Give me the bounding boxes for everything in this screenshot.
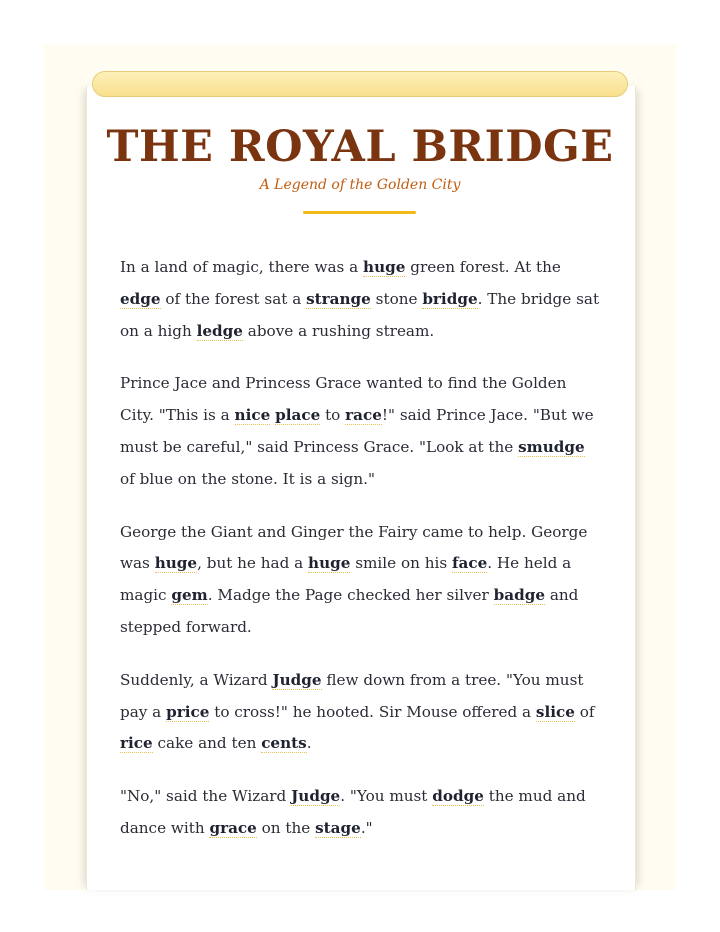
story-text: flew down from a tree. "You must pay a bbox=[120, 670, 584, 721]
vocab-word: badge bbox=[493, 586, 546, 605]
story-paragraph bbox=[120, 517, 602, 644]
story-text: stone bbox=[370, 289, 423, 308]
story-text: !" said Prince Jace. "But we must be careful," said Princess Grace. "Look at the bbox=[120, 406, 594, 456]
vocab-word: stage bbox=[315, 818, 361, 837]
story-text: . He held a magic bbox=[120, 554, 572, 605]
scroll-top-bar bbox=[92, 71, 628, 97]
vocab-word: price bbox=[166, 702, 210, 721]
story-paragraph bbox=[120, 252, 602, 347]
story-text: above a rushing stream. bbox=[242, 321, 435, 340]
story-text: cake and ten bbox=[152, 734, 262, 753]
vocab-word: Judge bbox=[291, 787, 341, 806]
story-text: smile on his bbox=[350, 554, 452, 573]
story-text: Suddenly, a Wizard bbox=[120, 670, 273, 689]
story-body bbox=[120, 252, 602, 866]
story-text: George the Giant and Ginger the Fairy came to help. George was bbox=[120, 522, 588, 573]
vocab-word: Judge bbox=[272, 670, 322, 689]
story-text: . bbox=[306, 734, 312, 753]
story-text: of bbox=[574, 702, 595, 721]
story-title: THE ROYAL BRIDGE bbox=[106, 122, 614, 172]
vocab-word: cents bbox=[261, 734, 307, 753]
vocab-word: rice bbox=[120, 734, 153, 753]
vocab-word: slice bbox=[535, 702, 575, 721]
vocab-word: huge bbox=[154, 554, 198, 573]
story-text: of the forest sat a bbox=[160, 289, 307, 308]
vocab-word: smudge bbox=[518, 437, 585, 456]
vocab-word: huge bbox=[308, 554, 351, 573]
story-text: green forest. At the bbox=[405, 258, 561, 276]
vocab-word: place bbox=[275, 406, 321, 425]
story-text: to cross!" he hooted. Sir Mouse offered a bbox=[209, 702, 536, 721]
story-paragraph bbox=[120, 665, 602, 760]
story-text: Prince Jace and Princess Grace wanted to find the Golden City. "This is a bbox=[120, 374, 567, 425]
title-divider bbox=[303, 211, 416, 214]
story-text: and stepped forward. bbox=[120, 586, 579, 636]
vocab-word: strange bbox=[306, 289, 371, 308]
story-text: , but he had a bbox=[197, 554, 309, 573]
story-text: "No," said the Wizard bbox=[120, 787, 292, 806]
story-text: of blue on the stone. It is a sign." bbox=[120, 469, 375, 488]
story-text: In a land of magic, there was a bbox=[120, 258, 364, 276]
story-text: . "You must bbox=[340, 787, 433, 806]
vocab-word: face bbox=[451, 554, 488, 573]
story-paragraph bbox=[120, 368, 602, 495]
story-text: the mud and dance with bbox=[120, 787, 586, 837]
vocab-word: edge bbox=[120, 289, 161, 308]
vocab-word: gem bbox=[171, 586, 208, 605]
story-text: to bbox=[320, 406, 346, 425]
story-text: ." bbox=[360, 818, 373, 837]
story-text: on the bbox=[256, 818, 316, 837]
story-text: . Madge the Page checked her silver bbox=[207, 586, 494, 605]
story-text: . The bridge sat on a high bbox=[120, 289, 600, 340]
vocab-word: nice bbox=[234, 406, 271, 425]
vocab-word: ledge bbox=[196, 321, 243, 340]
vocab-word: dodge bbox=[432, 787, 484, 806]
vocab-word: grace bbox=[209, 818, 257, 837]
story-subtitle: A Legend of the Golden City bbox=[259, 177, 461, 193]
story-paragraph bbox=[120, 781, 602, 845]
vocab-word: race bbox=[345, 406, 382, 425]
vocab-word: bridge bbox=[422, 289, 478, 308]
vocab-word: huge bbox=[363, 258, 406, 276]
